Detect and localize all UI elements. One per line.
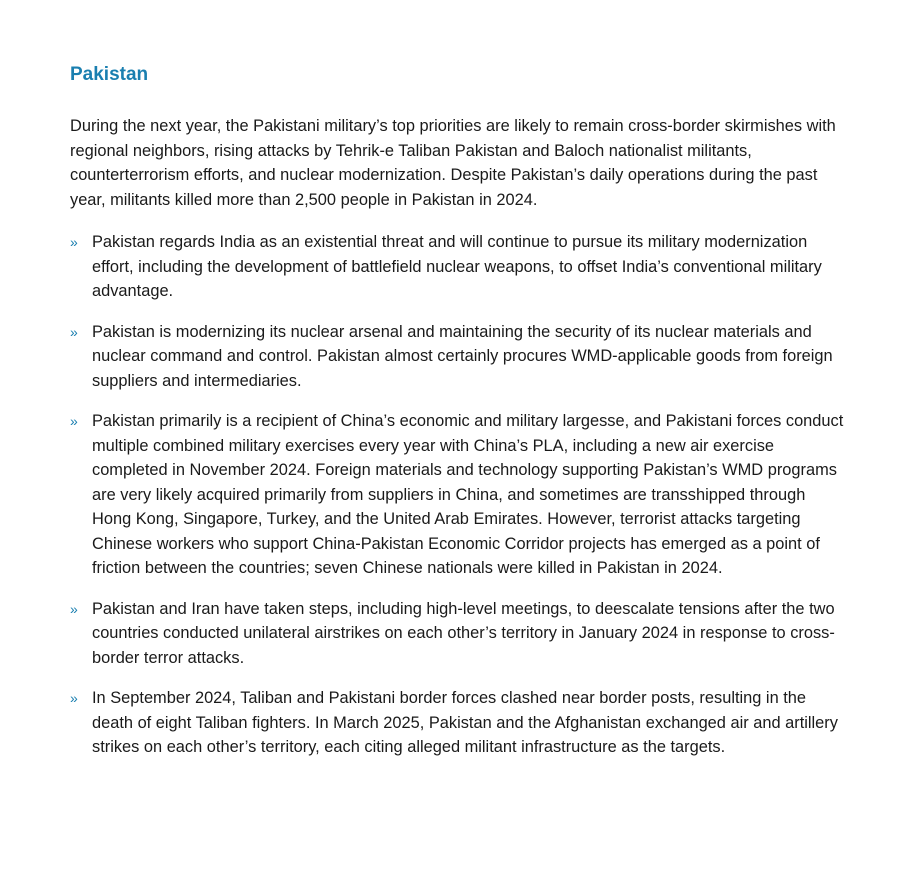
bullet-item [70,409,860,581]
bullet-item [70,230,860,304]
bullet-item [70,686,860,760]
bullet-text: Pakistan is modernizing its nuclear arsenal and maintaining the security of its nuclear materials and nuclear command and control. Pakistan almost certainly procures WMD-applicable goods from foreign suppliers and intermediaries. [92,322,833,390]
bullet-item [70,320,860,394]
bullet-text: Pakistan regards India as an existential threat and will continue to pursue its military modernization effort, including the development of battlefield nuclear weapons, to offset India’s conventional military advantage. [92,233,822,300]
document-page [70,62,860,776]
bullet-marker-icon: » [70,323,78,340]
intro-paragraph: During the next year, the Pakistani military’s top priorities are likely to remain cross-border skirmishes with regional neighbors, rising attacks by Tehrik-e Taliban Pakistan and Baloch nationalist militants, counterterrorism efforts, and nuclear modernization. Despite Pakistan’s daily operations during the past year, militants killed more than 2,500 people in Pakistan in 2024. [70,117,836,209]
bullet-marker-icon: » [70,690,78,706]
bullet-item [70,597,860,671]
bullet-text: In September 2024, Taliban and Pakistani border forces clashed near border posts, resulting in the death of eight Taliban fighters. In March 2025, Pakistan and the Afghanistan exchanged air and artillery strikes on each other’s territory, each citing alleged militant infrastructure as the targets. [92,689,838,756]
bullet-marker-icon: » [70,413,78,429]
bullet-list [70,230,860,760]
bullet-marker-icon: » [70,600,78,617]
bullet-marker-icon: » [70,234,78,250]
bullet-text: Pakistan and Iran have taken steps, including high-level meetings, to deescalate tensions after the two countries conducted unilateral airstrikes on each other’s territory in January 2024 in response to cross-border terror attacks. [92,599,835,667]
bullet-text: Pakistan primarily is a recipient of China’s economic and military largesse, and Pakistani forces conduct multiple combined military exercises every year with China’s PLA, including a new air exercise completed in November 2024. Foreign materials and technology supporting Pakistan’s WMD programs are very likely acquired primarily from suppliers in China, and sometimes are transshipped through Hong Kong, Singapore, Turkey, and the United Arab Emirates. However, terrorist attacks targeting Chinese workers who support China-Pakistan Economic Corridor projects has emerged as a point of friction between the countries; seven Chinese nationals were killed in Pakistan in 2024. [92,412,844,577]
section-heading: Pakistan [70,64,149,85]
